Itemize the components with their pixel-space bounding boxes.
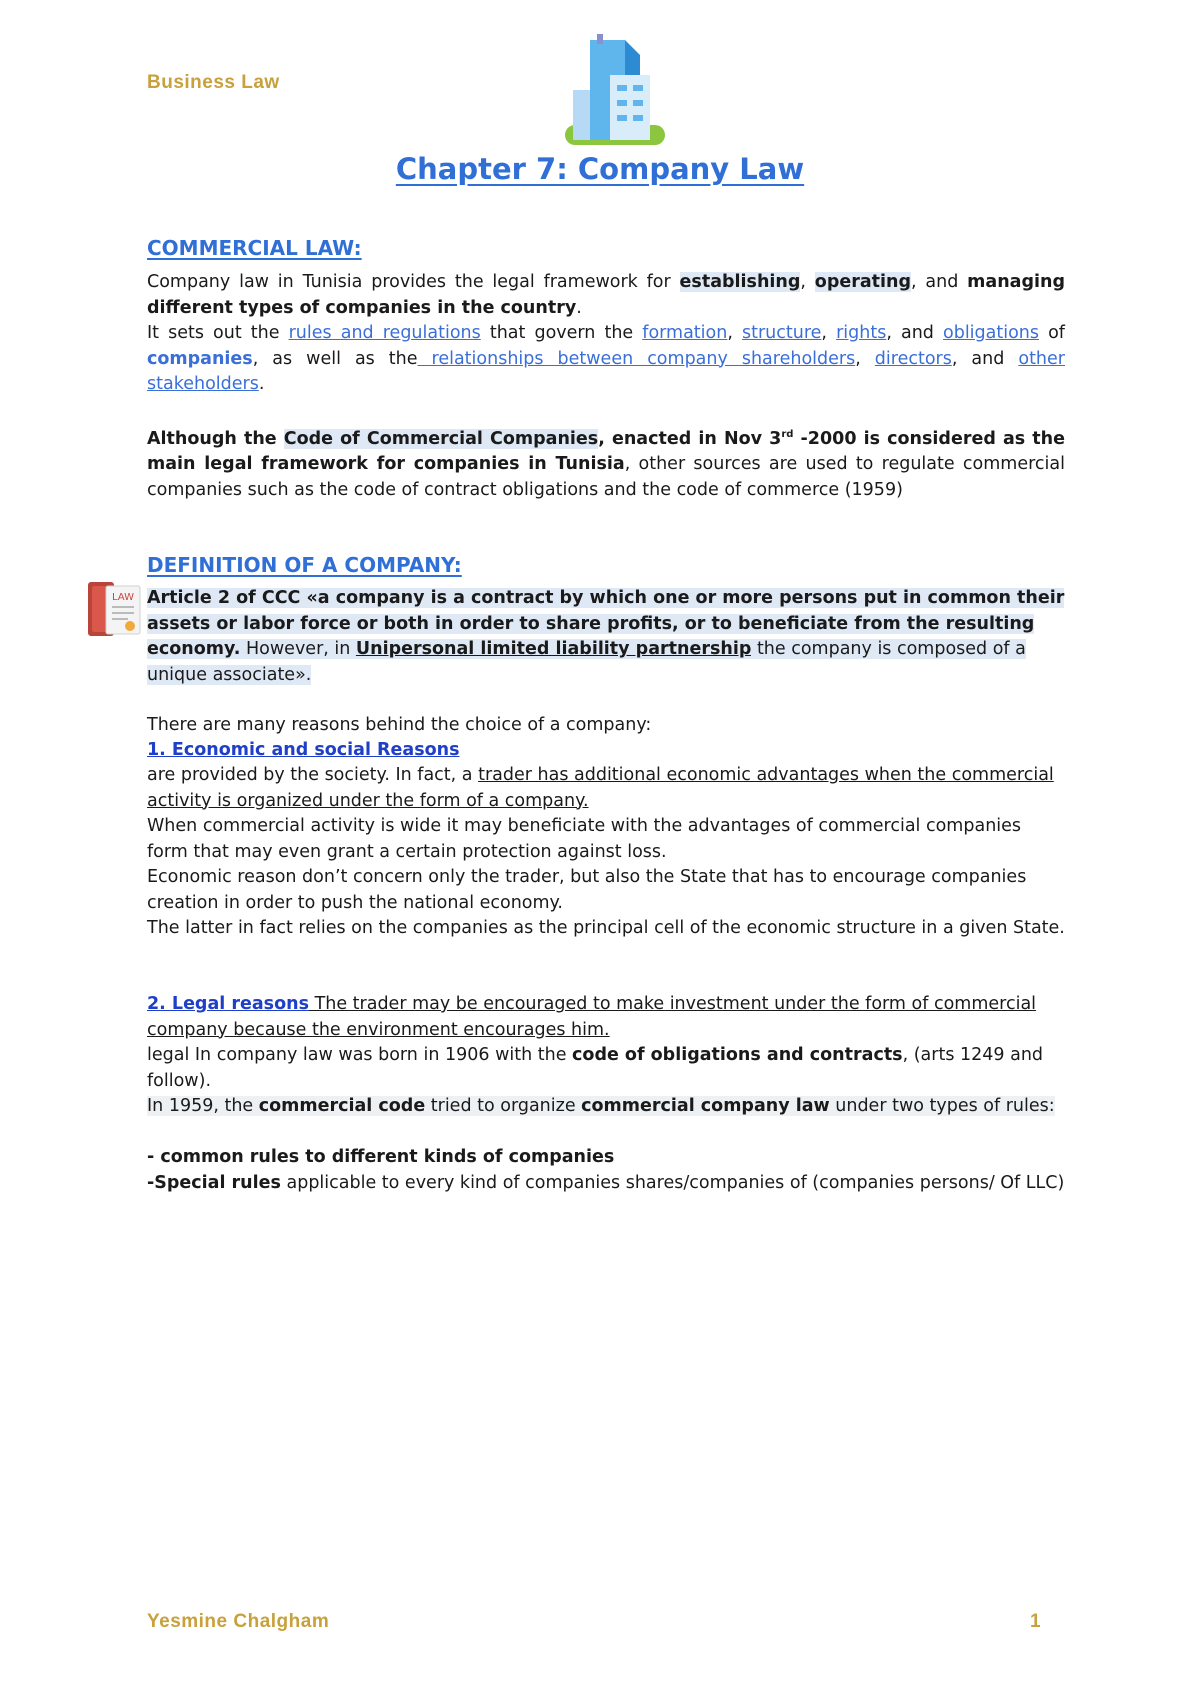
managing-term: managing different types of companies in the country <box>147 272 1065 318</box>
commercial-paragraph-1 <box>147 270 1065 321</box>
text-span: However, in <box>240 639 356 659</box>
page-title: Chapter 7: Company Law <box>395 152 805 186</box>
reason-2-paragraph <box>147 992 1065 1043</box>
reason-1-line-e: The latter in fact relies on the companies as the principal cell of the economic structure in a given State. <box>147 918 1065 938</box>
text-span: , (arts 1249 and follow). <box>147 1045 1044 1091</box>
text-span: the company is composed of a unique associate». <box>147 639 1026 685</box>
text-span: , other sources are used to regulate commercial companies such as the code of contract obligations and the code of commerce (1959) <box>147 454 1065 500</box>
text-span: , <box>855 348 875 369</box>
trader-advantage-text: trader has additional economic advantages when the commercial activity is organized under the form of a company. <box>147 765 1054 811</box>
header-title: Business Law <box>147 72 280 93</box>
text-span: that govern the <box>480 323 643 343</box>
text-span: applicable to every kind of companies shares/companies of (companies persons/ Of LLC) <box>280 1173 1065 1193</box>
common-rules-line <box>147 1145 1065 1171</box>
reason-2-line-e <box>147 1094 1065 1120</box>
text-span: Although the <box>147 428 284 449</box>
common-rules-text: - common rules to different kinds of companies <box>147 1147 615 1167</box>
obligations-link[interactable]: obligations <box>943 323 1040 343</box>
reasons-intro: There are many reasons behind the choice of a company: <box>147 715 652 735</box>
operating-term: operating <box>814 272 912 292</box>
reason-1-heading: 1. Economic and social Reasons <box>147 740 460 760</box>
reason-2-heading: 2. Legal reasons <box>147 994 309 1014</box>
special-rules-line <box>147 1171 1065 1197</box>
reason-2-line-b <box>147 1043 1065 1094</box>
text-span: legal In company law was born in 1906 with the <box>147 1045 573 1065</box>
text-span: , and <box>951 348 1019 369</box>
commercial-company-law-term: commercial company law <box>581 1096 830 1116</box>
article-2-quote <box>147 586 1065 688</box>
building-icon <box>555 30 675 145</box>
directors-link[interactable]: directors <box>874 348 952 369</box>
text-span: It sets out the <box>147 323 289 343</box>
rules-link[interactable]: rules and regulations <box>288 323 481 343</box>
text-span: In 1959, the <box>147 1096 259 1116</box>
svg-text:LAW: LAW <box>112 592 134 603</box>
text-span: Company law in Tunisia provides the legal framework for <box>147 272 680 292</box>
trader-investment-text: The trader may be encouraged to make investment under the form of commercial company because the environment encourages him. <box>147 994 1037 1040</box>
unipersonal-term: Unipersonal limited liability partnership <box>355 639 752 659</box>
text-span: -2000 is considered as the main legal framework for companies in Tunisia <box>147 428 1066 475</box>
definition-heading: DEFINITION OF A COMPANY: <box>147 553 462 577</box>
text-span: . <box>576 297 582 318</box>
stakeholders-link[interactable]: other stakeholders <box>147 348 1065 394</box>
text-span: , <box>800 272 815 292</box>
special-rules-term: -Special rules <box>147 1173 281 1193</box>
article-bold-text: Article 2 of CCC «a company is a contract by which one or more persons put in common their assets or labor force or both in order to share profits, or to beneficiate from the resulting economy. <box>147 588 1065 659</box>
text-span: are provided by the society. In fact, a <box>147 765 479 785</box>
text-span: . <box>258 374 265 394</box>
text-span: under two types of rules: <box>829 1096 1055 1116</box>
text-span: , <box>727 323 742 343</box>
law-book-icon <box>86 580 144 638</box>
footer-author: Yesmine Chalgham <box>147 1611 330 1632</box>
reason-1-paragraph <box>147 763 1065 814</box>
code-term: Code of Commercial Companies <box>283 428 599 449</box>
commercial-paragraph-3 <box>147 422 1065 503</box>
establishing-term: establishing <box>679 272 801 292</box>
rights-link[interactable]: rights <box>836 323 887 343</box>
text-span: of <box>1039 323 1065 343</box>
text-span: , as well as the <box>252 348 418 369</box>
superscript: rd <box>781 429 794 440</box>
text-span: , <box>821 323 837 343</box>
reason-1-line-c: When commercial activity is wide it may beneficiate with the advantages of commercial companies form that may even grant a certain protection against loss. <box>147 816 1022 862</box>
text-span: tried to organize <box>425 1096 582 1116</box>
code-of-obligations-term: code of obligations and contracts <box>572 1045 903 1065</box>
commercial-paragraph-2 <box>147 321 1065 398</box>
structure-link[interactable]: structure <box>742 323 822 343</box>
commercial-code-term: commercial code <box>258 1096 426 1116</box>
companies-term: companies <box>147 348 253 369</box>
text-span: , enacted in Nov 3 <box>598 428 782 449</box>
page-number: 1 <box>1030 1611 1041 1632</box>
text-span: , and <box>886 323 943 343</box>
relationships-link[interactable]: relationships between company shareholders <box>417 348 856 369</box>
reason-1-title <box>147 738 1065 764</box>
commercial-law-heading: COMMERCIAL LAW: <box>147 236 362 260</box>
formation-link[interactable]: formation <box>642 323 728 343</box>
text-span: , and <box>911 272 968 292</box>
reason-1-line-d: Economic reason don’t concern only the trader, but also the State that has to encourage companies creation in order to push the national economy. <box>147 867 1027 913</box>
